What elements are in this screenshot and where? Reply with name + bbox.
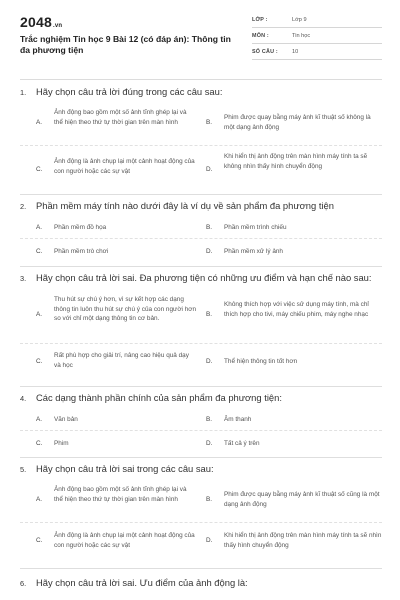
option-text: Tất cả ý trên [224, 440, 260, 447]
question-text: Hãy chọn câu trả lời sai trong các câu sau: [36, 463, 214, 474]
option-row [20, 431, 382, 454]
option-a[interactable] [36, 288, 196, 343]
option-text: Không thích hợp với việc sử dụng máy tính, mà chỉ thích hợp cho tivi, máy chiếu phim, máy nghe nhạc [224, 301, 369, 318]
question-divider [20, 457, 382, 458]
option-row [20, 216, 382, 239]
quiz-meta [252, 14, 382, 62]
option-letter: D. [206, 166, 213, 173]
option-text: Ảnh động là ảnh chụp lại một cảnh hoạt động của con người hoặc các sự vật [54, 532, 195, 549]
option-letter: A. [36, 224, 43, 231]
option-row [20, 102, 382, 146]
question-divider [20, 386, 382, 387]
option-text: Ảnh động là ảnh chụp lại một cảnh hoạt động của con người hoặc các sự vật [54, 158, 195, 175]
option-a[interactable] [36, 216, 196, 238]
option-row [20, 408, 382, 431]
question-3 [20, 272, 382, 369]
option-letter: B. [206, 496, 213, 503]
meta-count [252, 46, 382, 60]
option-row [20, 479, 382, 523]
question-divider [20, 266, 382, 267]
question-divider [20, 194, 382, 195]
meta-count-value: 10 [292, 49, 299, 55]
question-head [20, 272, 382, 286]
option-text: Phần mềm trò chơi [54, 248, 109, 255]
option-text: Phần mềm xử lý ảnh [224, 248, 283, 255]
option-text: Thể hiện thông tin tốt hơn [224, 358, 298, 365]
option-c[interactable] [36, 146, 196, 190]
option-c[interactable] [36, 523, 196, 559]
option-text: Thu hút sự chú ý hơn, vì sự kết hợp các dạng thông tin luôn thu hút sự chú ý của con người hơn so với chỉ một dạng thông tin cơ bản. [54, 296, 196, 323]
option-letter: B. [206, 224, 213, 231]
option-d[interactable] [206, 146, 382, 190]
option-b[interactable] [206, 479, 382, 522]
meta-subject [252, 30, 382, 44]
option-c[interactable] [36, 239, 196, 262]
question-number: 2. [20, 202, 27, 211]
meta-subject-label: MÔN : [252, 33, 269, 39]
question-5 [20, 463, 382, 549]
question-4 [20, 392, 382, 447]
logo-main: 2048 [20, 14, 52, 30]
option-letter: C. [36, 166, 43, 173]
option-letter: D. [206, 358, 213, 365]
option-row [20, 344, 382, 378]
page-title: Trắc nghiệm Tin học 9 Bài 12 (có đáp án): Thông tin đa phương tiện [20, 34, 231, 55]
option-d[interactable] [206, 344, 382, 378]
option-text: Ảnh động bao gồm một số ảnh tĩnh ghép lại và thể hiện theo thứ tự thời gian trên màn hình [54, 486, 187, 503]
meta-grade-value: Lớp 9 [292, 17, 307, 23]
option-a[interactable] [36, 102, 196, 145]
question-text: Hãy chọn câu trả lời đúng trong các câu sau: [36, 86, 223, 97]
option-letter: D. [206, 440, 213, 447]
meta-subject-value: Tin học [292, 33, 311, 39]
site-logo[interactable] [20, 14, 62, 30]
option-letter: C. [36, 440, 43, 447]
question-1 [20, 86, 382, 175]
option-d[interactable] [206, 431, 382, 454]
option-text: Phần mềm đồ họa [54, 224, 107, 231]
option-letter: C. [36, 537, 43, 544]
question-number: 1. [20, 88, 27, 97]
option-b[interactable] [206, 288, 382, 343]
option-row [20, 239, 382, 262]
question-text: Hãy chọn câu trả lời sai. Đa phương tiện có những ưu điểm và hạn chế nào sau: [36, 272, 372, 283]
option-letter: A. [36, 311, 43, 318]
question-head [20, 577, 382, 591]
option-text: Ảnh động bao gồm một số ảnh tĩnh ghép lại và thể hiện theo thứ tự thời gian trên màn hình [54, 109, 187, 126]
option-letter: A. [36, 416, 43, 423]
option-letter: B. [206, 119, 213, 126]
question-text: Phần mềm máy tính nào dưới đây là ví dụ về sản phẩm đa phương tiện [36, 200, 334, 211]
question-head [20, 463, 382, 477]
option-c[interactable] [36, 344, 196, 378]
option-b[interactable] [206, 216, 382, 238]
question-number: 5. [20, 465, 27, 474]
question-6 [20, 577, 382, 591]
option-a[interactable] [36, 408, 196, 430]
option-text: Khi hiển thị ảnh động trên màn hình máy tính ta sẽ không nhìn thấy hình chuyển động [224, 153, 368, 170]
option-row [20, 288, 382, 344]
option-text: Rất phù hợp cho giải trí, nâng cao hiệu quả dạy và học [54, 352, 189, 369]
question-number: 4. [20, 394, 27, 403]
option-letter: A. [36, 119, 43, 126]
option-text: Phim được quay bằng máy ảnh kĩ thuật số không là một dạng ảnh động [224, 114, 371, 131]
option-text: Phim [54, 440, 69, 447]
meta-grade [252, 14, 382, 28]
option-text: Âm thanh [224, 416, 252, 423]
option-letter: B. [206, 311, 213, 318]
meta-count-label: SỐ CÂU : [252, 49, 278, 55]
question-divider [20, 568, 382, 569]
option-text: Văn bản [54, 416, 78, 423]
option-d[interactable] [206, 523, 382, 559]
option-text: Phần mềm trình chiếu [224, 224, 287, 231]
option-row [20, 146, 382, 190]
question-2 [20, 200, 382, 255]
option-a[interactable] [36, 479, 196, 522]
option-letter: D. [206, 248, 213, 255]
question-head [20, 392, 382, 406]
option-row [20, 523, 382, 559]
option-text: Khi hiển thị ảnh động trên màn hình máy tính ta sẽ nhìn thấy hình chuyển động [224, 532, 382, 549]
option-letter: C. [36, 248, 43, 255]
question-number: 3. [20, 274, 27, 283]
question-head [20, 200, 382, 214]
option-c[interactable] [36, 431, 196, 454]
option-letter: A. [36, 496, 43, 503]
option-b[interactable] [206, 102, 382, 145]
meta-grade-label: LỚP : [252, 17, 268, 23]
option-letter: C. [36, 358, 43, 365]
header-divider [20, 79, 382, 80]
page-header [20, 14, 382, 74]
question-text: Các dạng thành phần chính của sản phẩm đa phương tiện: [36, 392, 282, 403]
option-letter: B. [206, 416, 213, 423]
option-b[interactable] [206, 408, 382, 430]
option-letter: D. [206, 537, 213, 544]
question-text: Hãy chọn câu trả lời sai. Ưu điểm của ảnh động là: [36, 577, 248, 588]
question-head [20, 86, 382, 100]
option-d[interactable] [206, 239, 382, 262]
logo-tld: .vn [52, 23, 63, 29]
question-number: 6. [20, 579, 27, 588]
option-text: Phim được quay bằng máy ảnh kĩ thuật số cũng là một dạng ảnh động [224, 491, 380, 508]
